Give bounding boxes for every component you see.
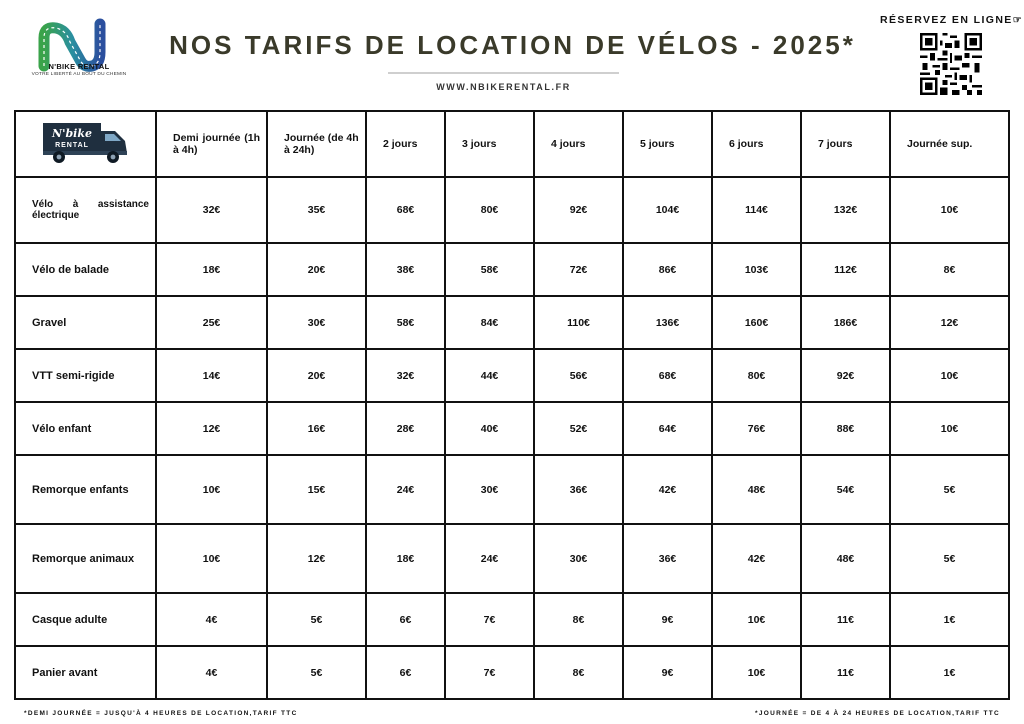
price-cell: 18€	[366, 524, 445, 593]
price-cell: 58€	[366, 296, 445, 349]
price-cell: 44€	[445, 349, 534, 402]
price-cell: 132€	[801, 177, 890, 243]
price-cell: 104€	[623, 177, 712, 243]
price-cell: 35€	[267, 177, 366, 243]
price-cell: 58€	[445, 243, 534, 296]
website-link[interactable]: WWW.NBIKERENTAL.FR	[436, 82, 571, 92]
price-cell: 10€	[712, 593, 801, 646]
price-cell: 72€	[534, 243, 623, 296]
price-cell: 1€	[890, 646, 1009, 699]
price-cell: 10€	[712, 646, 801, 699]
truck-brand-text: N'bike	[51, 127, 92, 140]
price-cell: 68€	[623, 349, 712, 402]
price-cell: 80€	[712, 349, 801, 402]
price-cell: 10€	[890, 349, 1009, 402]
price-cell: 11€	[801, 646, 890, 699]
price-cell: 11€	[801, 593, 890, 646]
price-cell: 38€	[366, 243, 445, 296]
col-header: 3 jours	[445, 111, 534, 177]
row-label: VTT semi-rigide	[15, 349, 156, 402]
price-cell: 7€	[445, 593, 534, 646]
price-cell: 112€	[801, 243, 890, 296]
price-cell: 54€	[801, 455, 890, 524]
price-cell: 32€	[156, 177, 267, 243]
price-cell: 110€	[534, 296, 623, 349]
col-header: Journée (de 4h à 24h)	[267, 111, 366, 177]
col-header: Journée sup.	[890, 111, 1009, 177]
price-cell: 42€	[623, 455, 712, 524]
price-cell: 86€	[623, 243, 712, 296]
table-row	[15, 402, 1009, 455]
table-row	[15, 177, 1009, 243]
price-cell: 12€	[267, 524, 366, 593]
table-header-row	[15, 111, 1009, 177]
price-cell: 88€	[801, 402, 890, 455]
price-cell: 48€	[801, 524, 890, 593]
page-title: NOS TARIFS DE LOCATION DE VÉLOS - 2025*	[169, 30, 856, 60]
table-row	[15, 243, 1009, 296]
price-cell: 40€	[445, 402, 534, 455]
col-header: 5 jours	[623, 111, 712, 177]
price-cell: 28€	[366, 402, 445, 455]
price-cell: 5€	[890, 524, 1009, 593]
price-cell: 92€	[534, 177, 623, 243]
price-cell: 6€	[366, 593, 445, 646]
price-cell: 68€	[366, 177, 445, 243]
price-cell: 10€	[890, 402, 1009, 455]
reserve-online-label	[880, 14, 1023, 26]
price-cell: 36€	[623, 524, 712, 593]
price-cell: 15€	[267, 455, 366, 524]
price-cell: 10€	[156, 524, 267, 593]
reserve-text: RÉSERVEZ EN LIGNE	[880, 14, 1013, 26]
price-cell: 1€	[890, 593, 1009, 646]
price-cell: 84€	[445, 296, 534, 349]
price-cell: 64€	[623, 402, 712, 455]
price-cell: 4€	[156, 646, 267, 699]
price-cell: 5€	[890, 455, 1009, 524]
row-label: Remorque animaux	[15, 524, 156, 593]
table-row	[15, 349, 1009, 402]
table-corner	[15, 111, 156, 177]
table-row	[15, 296, 1009, 349]
price-cell: 10€	[156, 455, 267, 524]
price-cell: 24€	[366, 455, 445, 524]
price-cell: 30€	[267, 296, 366, 349]
price-cell: 14€	[156, 349, 267, 402]
price-cell: 6€	[366, 646, 445, 699]
row-label: Remorque enfants	[15, 455, 156, 524]
price-cell: 36€	[534, 455, 623, 524]
col-header: 6 jours	[712, 111, 801, 177]
price-cell: 160€	[712, 296, 801, 349]
price-cell: 9€	[623, 593, 712, 646]
col-header: 2 jours	[366, 111, 445, 177]
table-row	[15, 646, 1009, 699]
table-row	[15, 524, 1009, 593]
row-label: Panier avant	[15, 646, 156, 699]
row-label: Vélo à assistance électrique	[15, 177, 156, 243]
row-label: Vélo de balade	[15, 243, 156, 296]
row-label: Gravel	[15, 296, 156, 349]
row-label: Vélo enfant	[15, 402, 156, 455]
price-cell: 76€	[712, 402, 801, 455]
pointing-hand-icon: ☞	[1012, 15, 1024, 26]
price-cell: 30€	[534, 524, 623, 593]
table-row	[15, 593, 1009, 646]
price-cell: 10€	[890, 177, 1009, 243]
col-header: 4 jours	[534, 111, 623, 177]
price-cell: 103€	[712, 243, 801, 296]
price-cell: 20€	[267, 243, 366, 296]
price-cell: 48€	[712, 455, 801, 524]
brand-tagline: VOTRE LIBERTÉ AU BOUT DU CHEMIN	[31, 72, 127, 77]
price-cell: 5€	[267, 593, 366, 646]
col-header: 7 jours	[801, 111, 890, 177]
table-row	[15, 455, 1009, 524]
qr-code-icon[interactable]	[920, 33, 982, 95]
price-cell: 80€	[445, 177, 534, 243]
price-cell: 136€	[623, 296, 712, 349]
footnote-full-day: *JOURNÉE = DE 4 À 24 HEURES DE LOCATION,TARIF TTC	[755, 710, 1000, 717]
price-cell: 52€	[534, 402, 623, 455]
price-cell: 4€	[156, 593, 267, 646]
price-cell: 12€	[890, 296, 1009, 349]
price-cell: 56€	[534, 349, 623, 402]
price-cell: 7€	[445, 646, 534, 699]
row-label: Casque adulte	[15, 593, 156, 646]
price-cell: 9€	[623, 646, 712, 699]
price-cell: 186€	[801, 296, 890, 349]
price-cell: 114€	[712, 177, 801, 243]
price-cell: 12€	[156, 402, 267, 455]
price-table	[14, 110, 1010, 700]
price-cell: 42€	[712, 524, 801, 593]
price-cell: 92€	[801, 349, 890, 402]
price-cell: 8€	[534, 593, 623, 646]
price-cell: 16€	[267, 402, 366, 455]
price-cell: 20€	[267, 349, 366, 402]
title-divider	[388, 72, 619, 74]
price-cell: 8€	[534, 646, 623, 699]
delivery-truck-icon	[41, 121, 131, 167]
price-cell: 24€	[445, 524, 534, 593]
price-cell: 5€	[267, 646, 366, 699]
truck-brand-subtext: RENTAL	[54, 142, 89, 149]
price-cell: 8€	[890, 243, 1009, 296]
price-cell: 25€	[156, 296, 267, 349]
footnote-half-day: *DEMI JOURNÉE = JUSQU'À 4 HEURES DE LOCATION,TARIF TTC	[24, 710, 298, 717]
col-header: Demi journée (1h à 4h)	[156, 111, 267, 177]
price-cell: 32€	[366, 349, 445, 402]
price-cell: 18€	[156, 243, 267, 296]
price-cell: 30€	[445, 455, 534, 524]
brand-name: N'BIKE RENTAL	[48, 62, 110, 71]
